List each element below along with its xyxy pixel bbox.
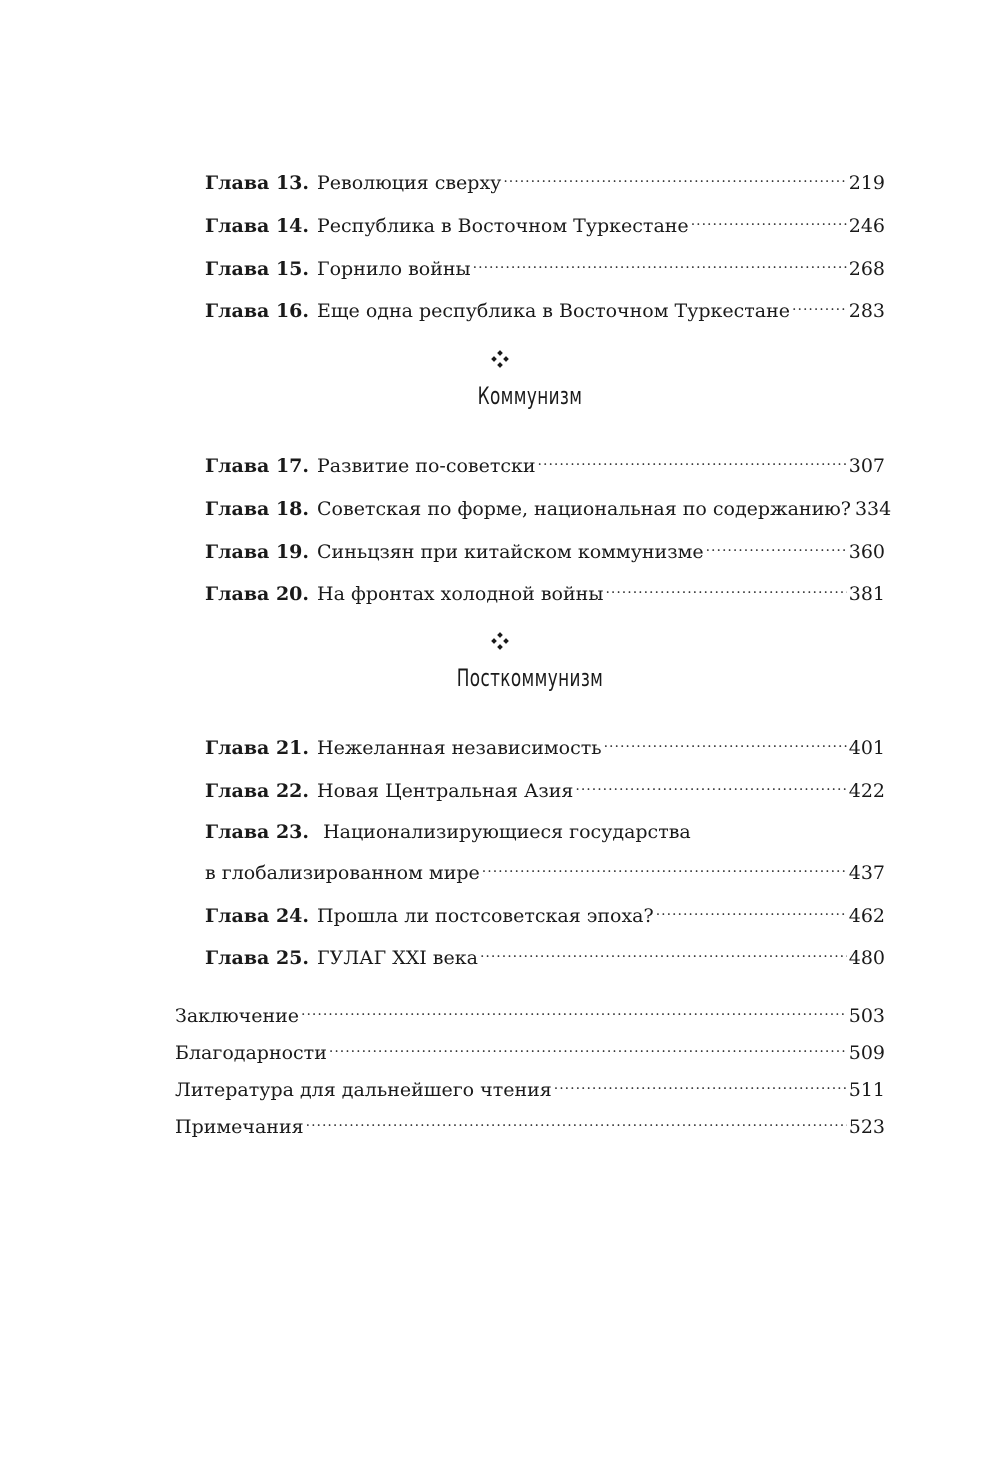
chapter-label: Глава 25. [205,947,310,969]
page-number: 401 [848,737,885,759]
chapter-label: Глава 24. [205,905,310,927]
dot-leader [480,938,847,964]
page-number: 307 [848,455,885,477]
page-number: 511 [848,1079,885,1101]
part-heading-postcommunism: Посткоммунизм [456,664,604,692]
dot-leader [503,163,846,189]
dot-leader [792,291,847,317]
toc-entry-chapter-20[interactable] [205,574,885,607]
chapter-title: Горнило войны [317,258,471,280]
section-title: Благодарности [175,1042,327,1064]
toc-entry-chapter-24[interactable] [205,896,885,929]
page-number: 509 [848,1042,885,1064]
page-number: 268 [848,258,885,280]
chapter-label: Глава 19. [205,541,310,563]
dot-leader [482,853,847,879]
chapter-label: Глава 13. [205,172,310,194]
toc-entry-chapter-16[interactable] [205,291,885,324]
chapter-label: Глава 16. [205,300,310,322]
page-number: 480 [848,947,885,969]
chapter-title: Развитие по-советски [317,455,536,477]
dot-leader [306,1107,847,1133]
toc-entry-further-reading[interactable] [175,1070,885,1103]
toc-entry-notes[interactable] [175,1107,885,1140]
chapter-title: Прошла ли постсоветская эпоха? [317,905,654,927]
chapter-title-continuation: в глобализированном мире [205,862,480,884]
toc-entry-chapter-19[interactable] [205,532,885,565]
toc-entry-chapter-14[interactable] [205,206,885,239]
toc-entry-chapter-23-line-1[interactable] [205,819,691,845]
dot-leader [329,1033,847,1059]
section-title: Примечания [175,1116,304,1138]
chapter-label: Глава 15. [205,258,310,280]
part-heading-communism: Коммунизм [477,382,583,410]
diamond-fleuron-icon [490,631,510,651]
chapter-title: Советская по форме, национальная по содержанию? [317,498,851,520]
dot-leader [301,996,847,1022]
chapter-label: Глава 17. [205,455,310,477]
toc-entry-chapter-25[interactable] [205,938,885,971]
chapter-label: Глава 21. [205,737,310,759]
chapter-title: Республика в Восточном Туркестане [317,215,689,237]
chapter-label: Глава 22. [205,780,310,802]
dot-leader [706,532,847,558]
toc-entry-chapter-15[interactable] [205,249,885,282]
dot-leader [604,728,847,754]
dot-leader [538,446,847,472]
chapter-title: ГУЛАГ XXI века [317,947,478,969]
toc-entry-acknowledgements[interactable] [175,1033,885,1066]
chapter-label: Глава 18. [205,498,310,520]
dot-leader [656,896,847,922]
chapter-label: Глава 23. [205,821,310,843]
toc-entry-chapter-18[interactable] [205,489,892,522]
dot-leader [473,249,847,275]
dot-leader [554,1070,847,1096]
page-number: 437 [848,862,885,884]
diamond-fleuron-icon [490,349,510,369]
page-number: 246 [848,215,885,237]
chapter-title: Еще одна республика в Восточном Туркестане [317,300,791,322]
chapter-title: На фронтах холодной войны [317,583,604,605]
chapter-label: Глава 14. [205,215,310,237]
page-number: 283 [848,300,885,322]
page-number: 462 [848,905,885,927]
toc-entry-chapter-21[interactable] [205,728,885,761]
dot-leader [691,206,847,232]
toc-entry-chapter-22[interactable] [205,771,885,804]
page-number: 503 [848,1005,885,1027]
chapter-title: Нежеланная независимость [317,737,602,759]
dot-leader [575,771,846,797]
dot-leader [605,574,846,600]
section-title: Литература для дальнейшего чтения [175,1079,552,1101]
section-title: Заключение [175,1005,300,1027]
chapter-title: Национализирующиеся государства [323,821,691,843]
chapter-label: Глава 20. [205,583,310,605]
page-number: 334 [854,498,892,520]
chapter-title: Революция сверху [317,172,502,194]
toc-entry-chapter-23-line-2[interactable] [205,853,885,886]
page-number: 381 [848,583,885,605]
page-number: 523 [848,1116,885,1138]
page-number: 422 [848,780,885,802]
chapter-title: Синьцзян при китайском коммунизме [317,541,704,563]
page-number: 360 [848,541,885,563]
page-number: 219 [848,172,885,194]
chapter-title: Новая Центральная Азия [317,780,574,802]
toc-entry-conclusion[interactable] [175,996,885,1029]
toc-entry-chapter-13[interactable] [205,163,885,196]
toc-entry-chapter-17[interactable] [205,446,885,479]
